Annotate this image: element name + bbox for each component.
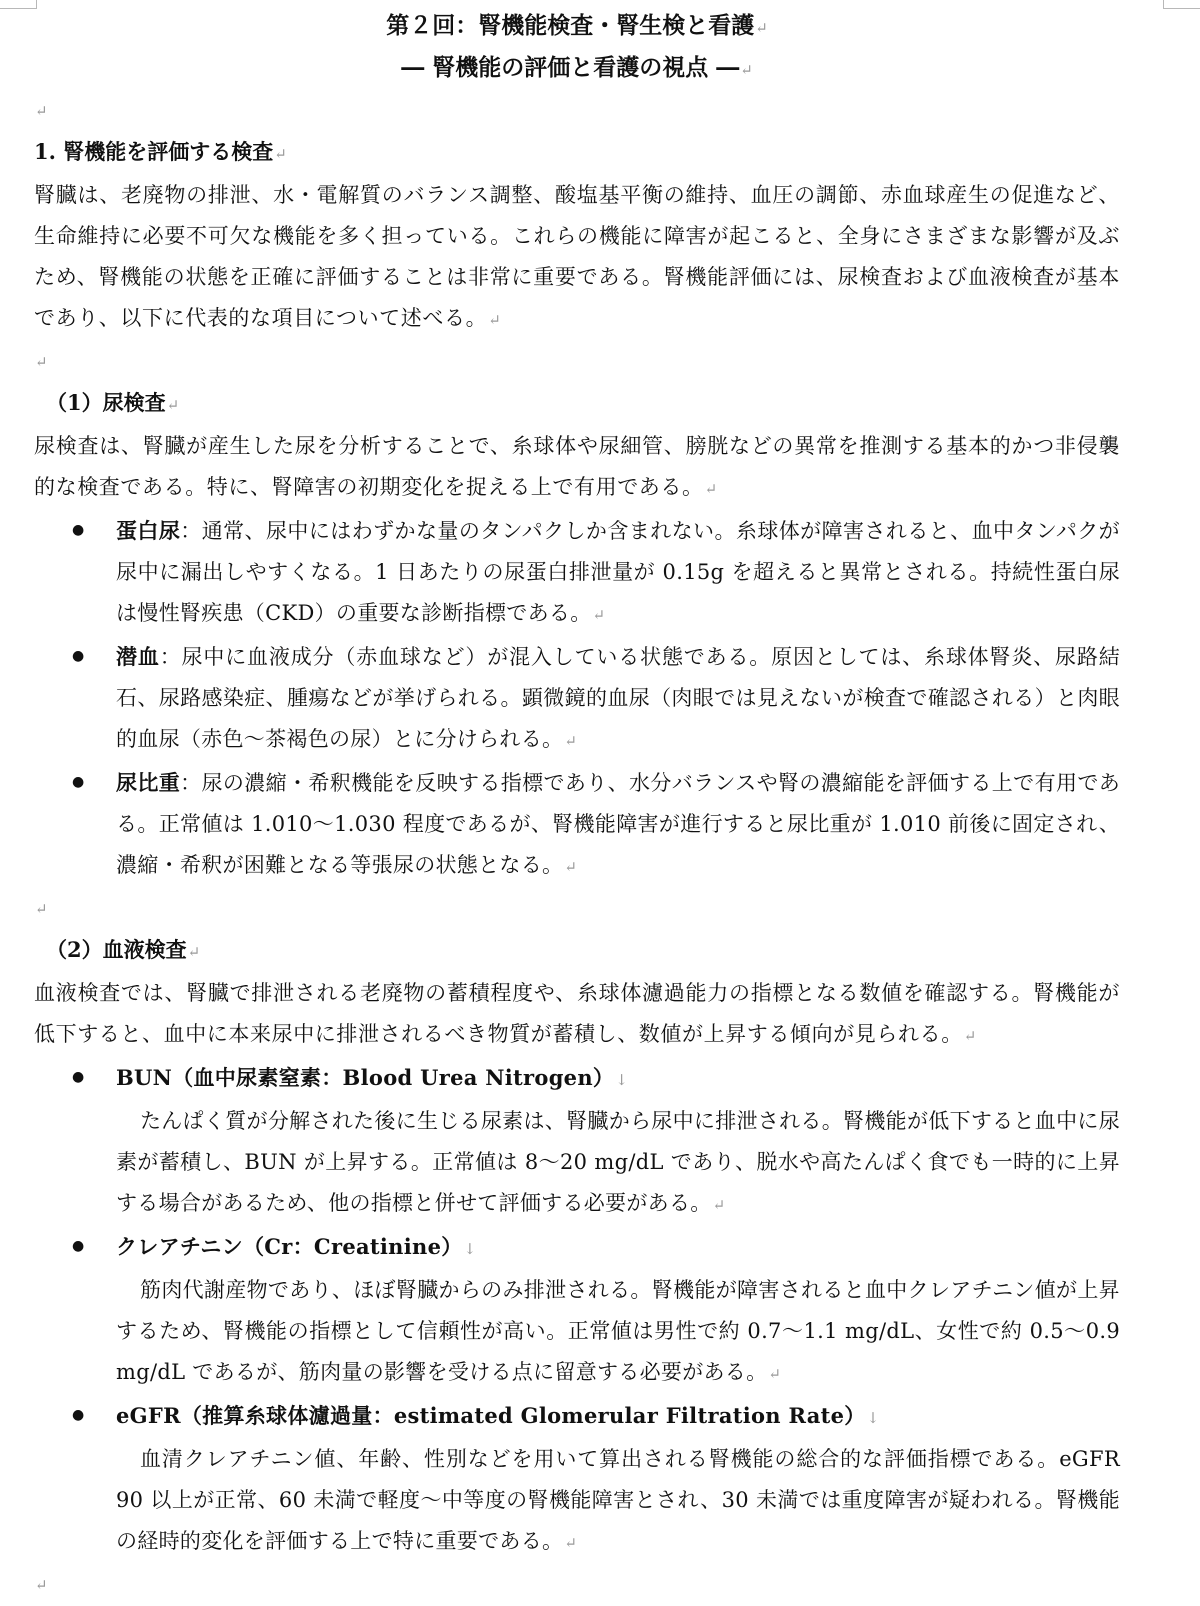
heading-text: （2）血液検査 [46, 937, 187, 962]
paragraph-mark-icon: ↵ [35, 1576, 48, 1594]
list-item-text: ：尿の濃縮・希釈機能を反映する指標であり、水分バランスや腎の濃縮能を評価する上で有用である。正常値は 1.010～1.030 程度であるが、腎機能障害が進行すると尿比重が 1.010 前後に固定され、濃縮・希釈が困難となる等張尿の状態となる。 [116, 771, 1120, 877]
list-item-body: 筋肉代謝産物であり、ほぼ腎臓からのみ排泄される。腎機能が障害されると血中クレアチニン値が上昇するため、腎機能の指標として信頼性が高い。正常値は男性で約 0.7～1.1 mg/dL、女性で約 0.5～0.9 mg/dL であるが、筋肉量の影響を受ける点に留意する必要がある。 [116, 1278, 1120, 1384]
paragraph-mark-icon: ↵ [35, 353, 48, 371]
list-item [34, 510, 1120, 636]
list-item-term: 尿比重 [116, 770, 181, 795]
list-item [34, 1226, 1120, 1395]
paragraph-mark-icon: ↵ [564, 732, 578, 750]
bullet-icon: ● [72, 522, 85, 538]
blood-test-list [34, 1057, 1120, 1564]
heading-text: 1. 腎機能を評価する検査 [34, 139, 274, 164]
paragraph-mark-icon: ↵ [963, 1027, 977, 1045]
list-item-text: ：尿中に血液成分（赤血球など）が混入している状態である。原因としては、糸球体腎炎、尿路結石、尿路感染症、腫瘍などが挙げられる。顕微鏡的血尿（肉眼では見えないが検査で確認される）と肉眼的血尿（赤色～茶褐色の尿）とに分けられる。 [116, 645, 1120, 751]
paragraph-mark-icon: ↵ [592, 606, 606, 624]
line-break-mark-icon: ↓ [866, 1409, 880, 1427]
paragraph-mark-icon: ↵ [35, 900, 48, 918]
paragraph-mark-icon: ↵ [166, 396, 180, 414]
line-break-mark-icon: ↓ [463, 1240, 477, 1258]
empty-paragraph [34, 90, 1120, 131]
paragraph-mark-icon: ↵ [768, 1365, 782, 1383]
blood-intro-paragraph [34, 973, 1120, 1057]
list-item-term: BUN（血中尿素窒素：Blood Urea Nitrogen） [116, 1065, 615, 1090]
list-item-text [116, 1270, 1120, 1395]
list-item-term: eGFR（推算糸球体濾過量：estimated Glomerular Filtration Rate） [116, 1403, 866, 1428]
list-item [34, 636, 1120, 762]
urine-intro-paragraph [34, 426, 1120, 510]
list-item-term: クレアチニン（Cr：Creatinine） [116, 1234, 463, 1259]
urine-test-list [34, 510, 1120, 888]
paragraph-mark-icon: ↵ [488, 311, 502, 329]
paragraph-mark-icon: ↵ [274, 145, 287, 163]
empty-paragraph [34, 1564, 1120, 1605]
list-item [34, 1395, 1120, 1564]
line-break-mark-icon: ↓ [615, 1071, 629, 1089]
section-intro-paragraph [34, 175, 1120, 341]
page-corner-mark-right [1163, 0, 1200, 9]
paragraph-mark-icon: ↵ [35, 102, 48, 120]
paragraph-mark-icon: ↵ [704, 480, 718, 498]
list-item-text [116, 1101, 1120, 1226]
bullet-icon: ● [72, 774, 85, 790]
paragraph-mark-icon: ↵ [187, 943, 201, 961]
bullet-icon: ● [72, 1238, 85, 1254]
list-item-term: 蛋白尿 [116, 518, 181, 543]
list-item [34, 762, 1120, 888]
paragraph-mark-icon: ↵ [712, 1196, 726, 1214]
paragraph-text: 尿検査は、腎臓が産生した尿を分析することで、糸球体や尿細管、膀胱などの異常を推測する基本的かつ非侵襲的な検査である。特に、腎障害の初期変化を捉える上で有用である。 [34, 434, 1120, 499]
paragraph-text: 腎臓は、老廃物の排泄、水・電解質のバランス調整、酸塩基平衡の維持、血圧の調節、赤血球産生の促進など、生命維持に必要不可欠な機能を多く担っている。これらの機能に障害が起こると、全身にさまざまな影響が及ぶため、腎機能の状態を正確に評価することは非常に重要である。腎機能評価には、尿検査および血液検査が基本であり、以下に代表的な項目について述べる。 [34, 183, 1120, 330]
list-item-body: たんぱく質が分解された後に生じる尿素は、腎臓から尿中に排泄される。腎機能が低下すると血中に尿素が蓄積し、BUN が上昇する。正常値は 8～20 mg/dL であり、脱水や高たんぱく食でも一時的に上昇する場合があるため、他の指標と併せて評価する必要がある。 [116, 1109, 1120, 1215]
empty-paragraph [34, 888, 1120, 929]
empty-paragraph [34, 341, 1120, 382]
paragraph-mark-icon: ↵ [564, 858, 578, 876]
title-text: 第２回：腎機能検査・腎生検と看護 [386, 12, 755, 39]
subsection-heading-urine [34, 382, 1120, 426]
paragraph-text: 血液検査では、腎臓で排泄される老廃物の蓄積程度や、糸球体濾過能力の指標となる数値を確認する。腎機能が低下すると、血中に本来尿中に排泄されるべき物質が蓄積し、数値が上昇する傾向が見られる。 [34, 981, 1120, 1046]
subsection-heading-blood [34, 929, 1120, 973]
document-title [34, 6, 1120, 48]
list-item-text [116, 1439, 1120, 1564]
document-page [34, 6, 1120, 1605]
list-item [34, 1057, 1120, 1226]
paragraph-mark-icon: ↵ [740, 61, 753, 79]
paragraph-mark-icon: ↵ [755, 19, 768, 37]
paragraph-mark-icon: ↵ [564, 1534, 578, 1552]
heading-text: （1）尿検査 [46, 390, 166, 415]
document-subtitle [34, 48, 1120, 90]
bullet-icon: ● [72, 1069, 85, 1085]
list-item-text: ：通常、尿中にはわずかな量のタンパクしか含まれない。糸球体が障害されると、血中タンパクが尿中に漏出しやすくなる。1 日あたりの尿蛋白排泄量が 0.15g を超えると異常とされる。持続性蛋白尿は慢性腎疾患（CKD）の重要な診断指標である。 [116, 519, 1120, 625]
list-item-body: 血清クレアチニン値、年齢、性別などを用いて算出される腎機能の総合的な評価指標である。eGFR 90 以上が正常、60 未満で軽度～中等度の腎機能障害とされ、30 未満では重度障害が疑われる。腎機能の経時的変化を評価する上で特に重要である。 [116, 1447, 1120, 1553]
subtitle-text: ― 腎機能の評価と看護の視点 ― [401, 54, 740, 81]
bullet-icon: ● [72, 648, 85, 664]
list-item-term: 潜血 [116, 644, 160, 669]
page-corner-mark-left [0, 0, 37, 9]
section-heading [34, 131, 1120, 175]
bullet-icon: ● [72, 1407, 85, 1423]
